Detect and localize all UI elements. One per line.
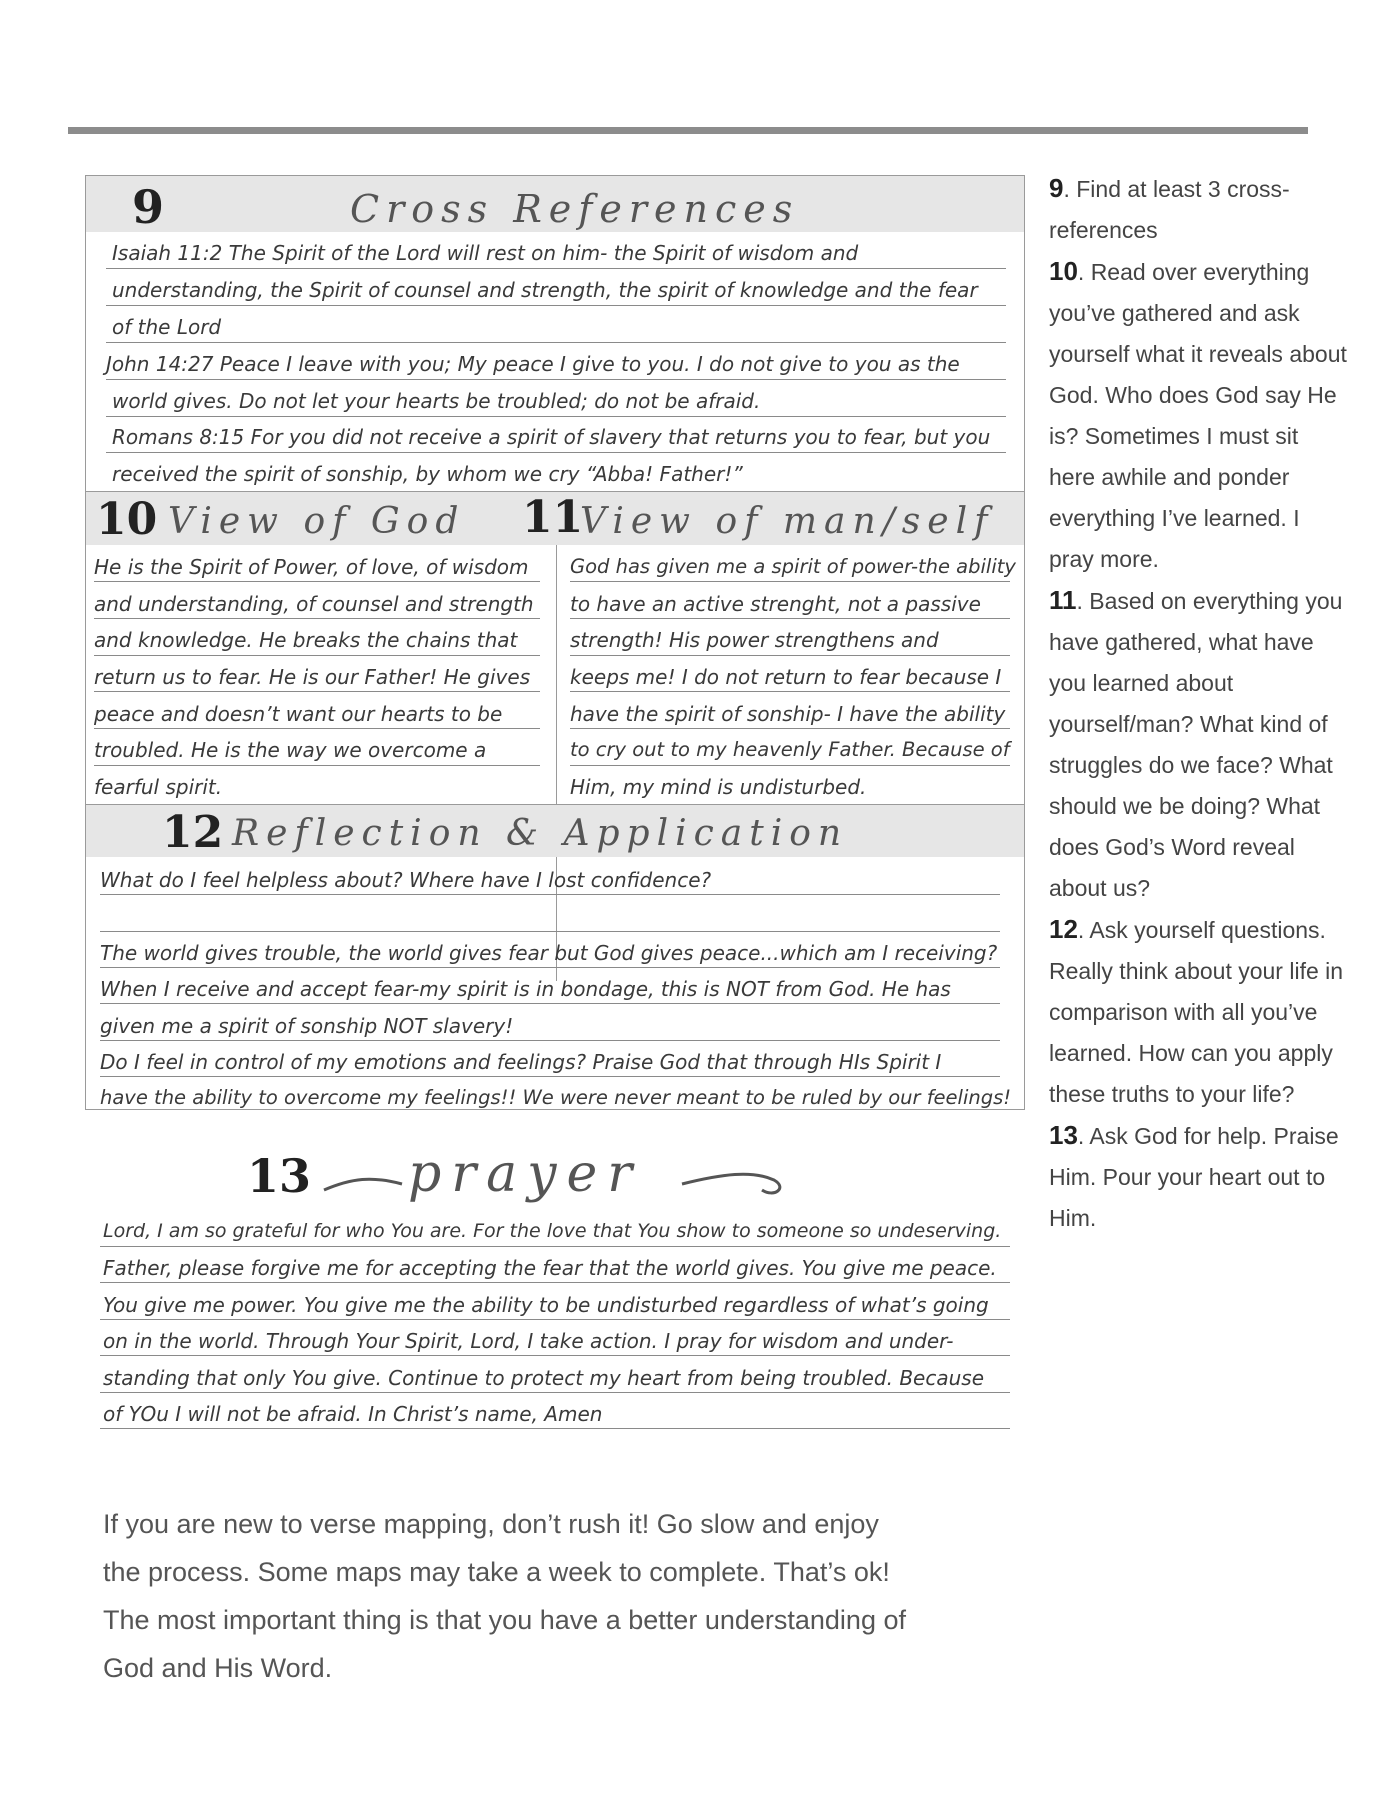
section-12-number: 12	[162, 807, 224, 858]
view-of-man-line: have the spirit of sonship- I have the ability	[570, 702, 1006, 726]
writing-line	[570, 691, 1010, 692]
footer-note: If you are new to verse mapping, don’t rush it! Go slow and enjoy the process. Some maps may take a week to complete. That’s ok! The most important thing is that you have a better understanding of God and His Word.	[103, 1509, 906, 1683]
view-of-god-line: peace and doesn’t want our hearts to be	[94, 702, 503, 726]
writing-line	[106, 416, 1006, 417]
prayer-line: standing that only You give. Continue to protect my heart from being troubled. Because	[103, 1366, 985, 1390]
writing-line	[570, 765, 1010, 766]
cross-ref-line: Isaiah 11:2 The Spirit of the Lord will rest on him- the Spirit of wisdom and	[112, 241, 859, 265]
top-rule	[68, 127, 1308, 134]
reflection-line: The world gives trouble, the world gives fear but God gives peace...which am I receiving?	[100, 941, 998, 965]
writing-line	[100, 1319, 1010, 1320]
cross-ref-line: understanding, the Spirit of counsel and strength, the spirit of knowledge and the fear	[112, 278, 978, 302]
writing-line	[94, 581, 540, 582]
cross-ref-line: of the Lord	[112, 315, 222, 339]
instruction-10: 10. Read over everything you’ve gathered and ask yourself what it reveals about God. Who does God say He is? Sometimes I must sit here awhile and ponder everything I’ve learned. I pray more.	[1049, 256, 1347, 572]
writing-line	[94, 691, 540, 692]
writing-line	[100, 894, 1000, 895]
instruction-11: 11. Based on everything you have gathered, what have you learned about yourself/man? What kind of struggles do we face? What should we be doing? What does God’s Word reveal about us?	[1049, 585, 1343, 901]
prayer-line: on in the world. Through Your Spirit, Lord, I take action. I pray for wisdom and under-	[103, 1329, 954, 1353]
section-13-title: prayer	[408, 1144, 643, 1204]
prayer-line: Father, please forgive me for accepting the fear that the world gives. You give me peace.	[103, 1256, 997, 1280]
view-of-god-line: and understanding, of counsel and strength	[94, 592, 534, 616]
writing-line	[570, 728, 1010, 729]
prayer-line: Lord, I am so grateful for who You are. For the love that You show to someone so undeserving.	[103, 1220, 1002, 1242]
view-of-god-line: troubled. He is the way we overcome a	[94, 738, 487, 762]
reflection-line: When I receive and accept fear-my spirit is in bondage, this is NOT from God. He has	[100, 977, 951, 1001]
view-of-god-line: and knowledge. He breaks the chains that	[94, 628, 518, 652]
writing-line	[100, 931, 1000, 932]
cross-ref-line: John 14:27 Peace I leave with you; My peace I give to you. I do not give to you as the	[106, 352, 960, 376]
instructions-sidebar	[1049, 168, 1349, 1239]
cross-ref-line: Romans 8:15 For you did not receive a spirit of slavery that returns you to fear, but you	[112, 425, 991, 449]
view-of-man-line: keeps me! I do not return to fear because I	[570, 665, 1002, 689]
reflection-line: Do I feel in control of my emotions and feelings? Praise God that through HIs Spirit I	[100, 1050, 942, 1074]
writing-line	[106, 268, 1006, 269]
writing-line	[94, 618, 540, 619]
writing-line	[100, 1076, 1000, 1077]
section-10-number: 10	[96, 494, 158, 545]
writing-line	[100, 1246, 1010, 1247]
writing-line	[100, 1003, 1000, 1004]
writing-line	[100, 1040, 1000, 1041]
reflection-line: have the ability to overcome my feelings!! We were never meant to be ruled by our feelings!	[100, 1086, 1012, 1109]
section-11-title: View of man/self	[580, 501, 995, 542]
prayer-line: You give me power. You give me the ability to be undisturbed regardless of what’s going	[103, 1293, 989, 1317]
instruction-13: 13. Ask God for help. Praise Him. Pour your heart out to Him.	[1049, 1120, 1339, 1231]
reflection-line: What do I feel helpless about? Where have I lost confidence?	[100, 868, 712, 892]
section-9-number: 9	[132, 180, 165, 234]
column-divider	[556, 545, 557, 981]
writing-line	[106, 305, 1006, 306]
view-of-god-line: He is the Spirit of Power, of love, of wisdom	[94, 555, 529, 579]
view-of-man-line: Him, my mind is undisturbed.	[570, 775, 867, 799]
writing-line	[570, 581, 1010, 582]
writing-line	[106, 342, 1006, 343]
view-of-god-line: return us to fear. He is our Father! He gives	[94, 665, 531, 689]
writing-line	[570, 655, 1010, 656]
writing-line	[570, 618, 1010, 619]
view-of-man-line: strength! His power strengthens and	[570, 628, 939, 652]
section-9-title: Cross References	[350, 187, 800, 231]
cross-ref-line: received the spirit of sonship, by whom we cry “Abba! Father!”	[112, 462, 743, 486]
section-11-number: 11	[522, 492, 584, 543]
cross-ref-line: world gives. Do not let your hearts be troubled; do not be afraid.	[112, 389, 761, 413]
writing-line	[94, 728, 540, 729]
instruction-9: 9. Find at least 3 cross-references	[1049, 173, 1290, 243]
writing-line	[100, 967, 1000, 968]
instruction-12: 12. Ask yourself questions. Really think about your life in comparison with all you’ve learned. How can you apply these truths to your life?	[1049, 914, 1344, 1107]
worksheet-frame	[85, 175, 1025, 1110]
view-of-man-line: to cry out to my heavenly Father. Because of	[570, 738, 1010, 761]
view-of-man-line: to have an active strenght, not a passive	[570, 592, 981, 616]
writing-line	[100, 1392, 1010, 1393]
writing-line	[100, 1428, 1010, 1429]
writing-line	[100, 1355, 1010, 1356]
view-of-man-line: God has given me a spirit of power-the ability	[570, 555, 1016, 578]
section-13-number: 13	[247, 1149, 312, 1203]
writing-line	[94, 655, 540, 656]
section-10-title: View of God	[168, 501, 466, 542]
writing-line	[106, 452, 1006, 453]
prayer-line: of YOu I will not be afraid. In Christ’s name, Amen	[103, 1402, 603, 1426]
section-12-title: Reflection & Application	[232, 813, 849, 854]
view-of-god-line: fearful spirit.	[94, 775, 223, 799]
writing-line	[100, 1282, 1010, 1283]
reflection-line: given me a spirit of sonship NOT slavery!	[100, 1014, 514, 1038]
writing-line	[106, 379, 1006, 380]
writing-line	[94, 765, 540, 766]
